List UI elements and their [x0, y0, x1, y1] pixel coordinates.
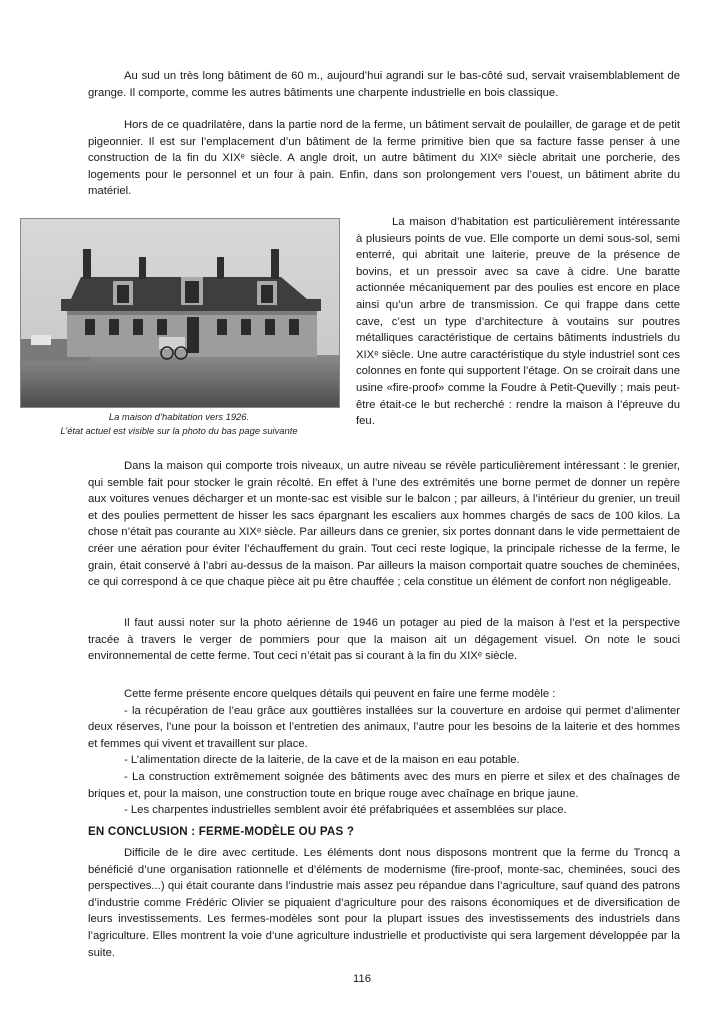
detail-item: - La construction extrêmement soignée des bâtiments avec des murs en pierre et silex et des chaînages de briques et, pour la maison, une construction toute en brique rouge avec chaînage en brique jaune.: [88, 770, 680, 800]
conclusion-heading: EN CONCLUSION : FERME-MODÈLE OU PAS ?: [88, 825, 355, 838]
paragraph-conclusion: Difficile de le dire avec certitude. Les éléments dont nous disposons montrent que la ferme du Troncq a bénéficié d’une organisation rationnelle et d’éléments de modernisme (fire-proof, monte-sac, cheminées, souci des perspectives...) qui était courante dans l’industrie mais assez peu répandue dans l’agriculture, sauf quand des patrons d’industrie comme Frédéric Olivier se piquaient d’agriculture pour des raisons économiques et de diversification de leurs investissements. Les fermes-modèles sont pour la plupart issues des investissements des industriels dans l’agriculture. Elles montrent la voie d’une agriculture industrielle et productiviste qui sera largement développée par la suite.: [88, 847, 680, 959]
detail-item: - L’alimentation directe de la laiterie, de la cave et de la maison en eau potable.: [124, 754, 520, 767]
detail-item: - Les charpentes industrielles semblent avoir été préfabriquées et assemblées sur place.: [124, 804, 567, 817]
details-intro: Cette ferme présente encore quelques détails qui peuvent en faire une ferme modèle :: [124, 688, 556, 700]
caption-line-1: La maison d’habitation vers 1926.: [108, 411, 250, 422]
paragraph-quadrilatere: Hors de ce quadrilatère, dans la partie nord de la ferme, un bâtiment servait de poulailler, de garage et de petit pigeonnier. Il est sur l’emplacement d’un bâtiment de la ferme primitive bien que sa facture fasse penser à une construction de la fin du XIXᵉ siècle. A angle droit, un autre bâtiment du XIXᵉ siècle abritait une porcherie, des logements pour le personnel et un four à pain. Enfin, dans son prolongement vers l’ouest, un bâtiment abrite du matériel.: [88, 119, 680, 198]
model-farm-details: [88, 686, 680, 819]
page-number: 116: [352, 973, 371, 985]
paragraph-grange: Au sud un très long bâtiment de 60 m., aujourd’hui agrandi sur le bas-côté sud, servait vraisemblablement de grange. Il comporte, comme les autres bâtiments une charpente industrielle en bois classique.: [88, 70, 680, 99]
house-photo: [20, 218, 340, 408]
house-photo-image: [21, 219, 339, 407]
detail-item: - la récupération de l’eau grâce aux gouttières installées sur la couverture en ardoise qui permet d’alimenter deux réserves, l’une pour la boisson et l’entretien des animaux, l’autre pour les besoins de la laiterie et des hommes et femmes qui vivent et travaillent sur place.: [88, 704, 680, 750]
photo-caption: [20, 410, 338, 437]
paragraph-maison: La maison d’habitation est particulièrement intéressante à plusieurs points de vue. Elle comporte un demi sous-sol, semi enterré, qui abritait une laiterie, preuve de la présence de bovins, et un pressoir avec sa cave à cidre. Une baratte actionnée mécaniquement par des poulies est encore en place ainsi qu’un arbre de transmission. Ce qui frappe dans cette cave, c’est un type d’architecture à voutains sur poutres métalliques caractéristique de certains bâtiments industriels du XIXᵉ siècle. Une autre caractéristique du style industriel sont ces colonnes en fonte qui supportent l’étage. On se croirait dans une usine «fire-proof» comme la Foudre à Petit-Quevilly ; mais peut-être était-ce le but recherché : rendre la maison à l’épreuve du feu.: [356, 216, 680, 428]
caption-line-2: L’état actuel est visible sur la photo du bas page suivante: [60, 424, 298, 436]
paragraph-grenier: Dans la maison qui comporte trois niveaux, un autre niveau se révèle particulièrement intéressant : le grenier, qui semble fait pour stocker le grain récolté. En effet à l’une des extrémités une borne permet de donner un repère aux voitures venues décharger et un monte-sac est visible sur le balcon ; par ailleurs, à l’intérieur du grenier, un treuil et des poulies permettent de hisser les sacs épargnant les escaliers aux hommes chargés de sacs de 100 kilos. La chose n’était pas courante au XIXᵉ siècle. Par ailleurs dans ce grenier, six portes donnant dans le vide permettaient de créer une aération pour éviter l’échauffement du grain. Tout ceci reste logique, la principale richesse de la ferme, le grain, était conservé à l’abri au-dessus de la maison. Par ailleurs la maison comportait quatre souches de cheminées, ce qui correspond à ce que chaque pièce ait pu être chauffée ; cela constitue un élément de confort non négligeable.: [88, 460, 680, 589]
paragraph-photo-aerienne: Il faut aussi noter sur la photo aérienne de 1946 un potager au pied de la maison à l’est et la perspective tracée à travers le verger de pommiers pour que la maison ait un dégagement visuel. On note le souci environnemental de cette ferme. Tout ceci n’était pas si courant à la fin du XIXᵉ siècle.: [88, 617, 680, 663]
